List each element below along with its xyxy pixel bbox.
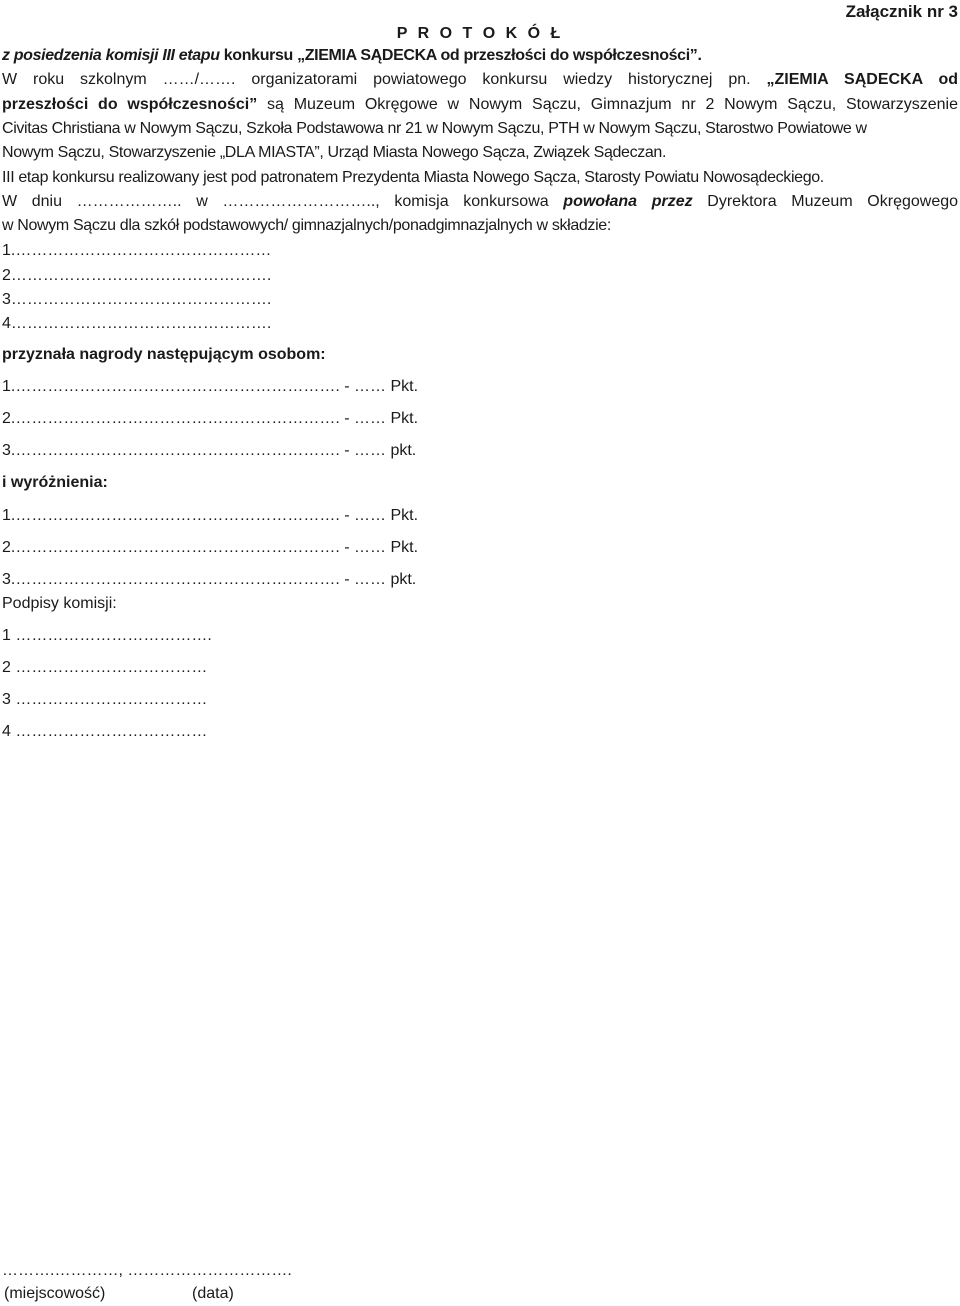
award-line: 2.……………………………………………………. - …… Pkt. — [2, 410, 419, 427]
intro-line-2 — [2, 69, 958, 91]
intro-line-7-text: W dniu ……………….. w ……………………….., komisja konkursowa — [2, 193, 564, 210]
intro-line-3-text: są Muzeum Okręgowe w Nowym Sączu, Gimnazjum nr 2 Nowym Sączu, Stowarzyszenie — [257, 96, 959, 113]
member-line: 3…………………………………………. — [2, 291, 272, 308]
signatures-heading: Podpisy komisji: — [2, 595, 117, 612]
intro-line-7-bold-italic: powołana przez — [563, 193, 693, 210]
contest-name-part-1: „ZIEMIA SĄDECKA od — [766, 71, 958, 88]
member-line: 1.………………………………………… — [2, 242, 272, 259]
intro-line-1-italic: z posiedzenia komisji III etapu — [2, 47, 220, 64]
intro-line-1-rest: konkursu „ZIEMIA SĄDECKA od przeszłości do współczesności”. — [219, 47, 702, 64]
award-line: 1.……………………………………………………. - …… Pkt. — [2, 378, 419, 395]
awards-heading: przyznała nagrody następującym osobom: — [2, 346, 326, 363]
intro-line-6: III etap konkursu realizowany jest pod patronatem Prezydenta Miasta Nowego Sącza, Starosty Powiatu Nowosądeckiego. — [2, 169, 824, 186]
intro-line-4: Civitas Christiana w Nowym Sączu, Szkoła Podstawowa nr 21 w Nowym Sączu, PTH w Nowym Sączu, Starostwo Powiatowe w — [2, 120, 867, 137]
member-line: 2…………………………………………. — [2, 267, 272, 284]
distinction-line: 3.……………………………………………………. - …… pkt. — [2, 571, 417, 588]
intro-line-3 — [2, 94, 958, 116]
intro-line-1 — [2, 45, 702, 67]
award-line: 3.……………………………………………………. - …… pkt. — [2, 442, 417, 459]
signature-line: 3 ……………………………… — [2, 691, 208, 708]
intro-line-8: w Nowym Sączu dla szkół podstawowych/ gimnazjalnych/ponadgimnazjalnych w składzie: — [2, 217, 611, 234]
intro-line-2-text: W roku szkolnym ……/……. organizatorami powiatowego konkursu wiedzy historycznej pn. — [2, 71, 767, 88]
signature-line: 2 ……………………………… — [2, 659, 208, 676]
attachment-label: Załącznik nr 3 — [845, 2, 958, 21]
place-label: (miejscowość) — [4, 1285, 106, 1302]
document-title: P R O T O K Ó Ł — [396, 25, 564, 42]
distinction-line: 2.……………………………………………………. - …… Pkt. — [2, 539, 419, 556]
date-label: (data) — [192, 1285, 234, 1302]
distinctions-heading: i wyróżnienia: — [2, 474, 108, 491]
intro-line-5: Nowym Sączu, Stowarzyszenie „DLA MIASTA”, Urząd Miasta Nowego Sącza, Związek Sądeczan. — [2, 144, 667, 161]
intro-line-7-rest: Dyrektora Muzeum Okręgowego — [692, 193, 959, 210]
intro-line-7 — [2, 191, 958, 213]
distinction-line: 1.……………………………………………………. - …… Pkt. — [2, 507, 419, 524]
signature-line: 4 ……………………………… — [2, 723, 208, 740]
member-line: 4…………………………………………. — [2, 315, 272, 332]
contest-name-part-2: przeszłości do współczesności” — [2, 96, 258, 113]
signature-line: 1 ………………………………. — [2, 627, 212, 644]
place-date-dots: ……….…………, …………………………. — [2, 1262, 292, 1279]
